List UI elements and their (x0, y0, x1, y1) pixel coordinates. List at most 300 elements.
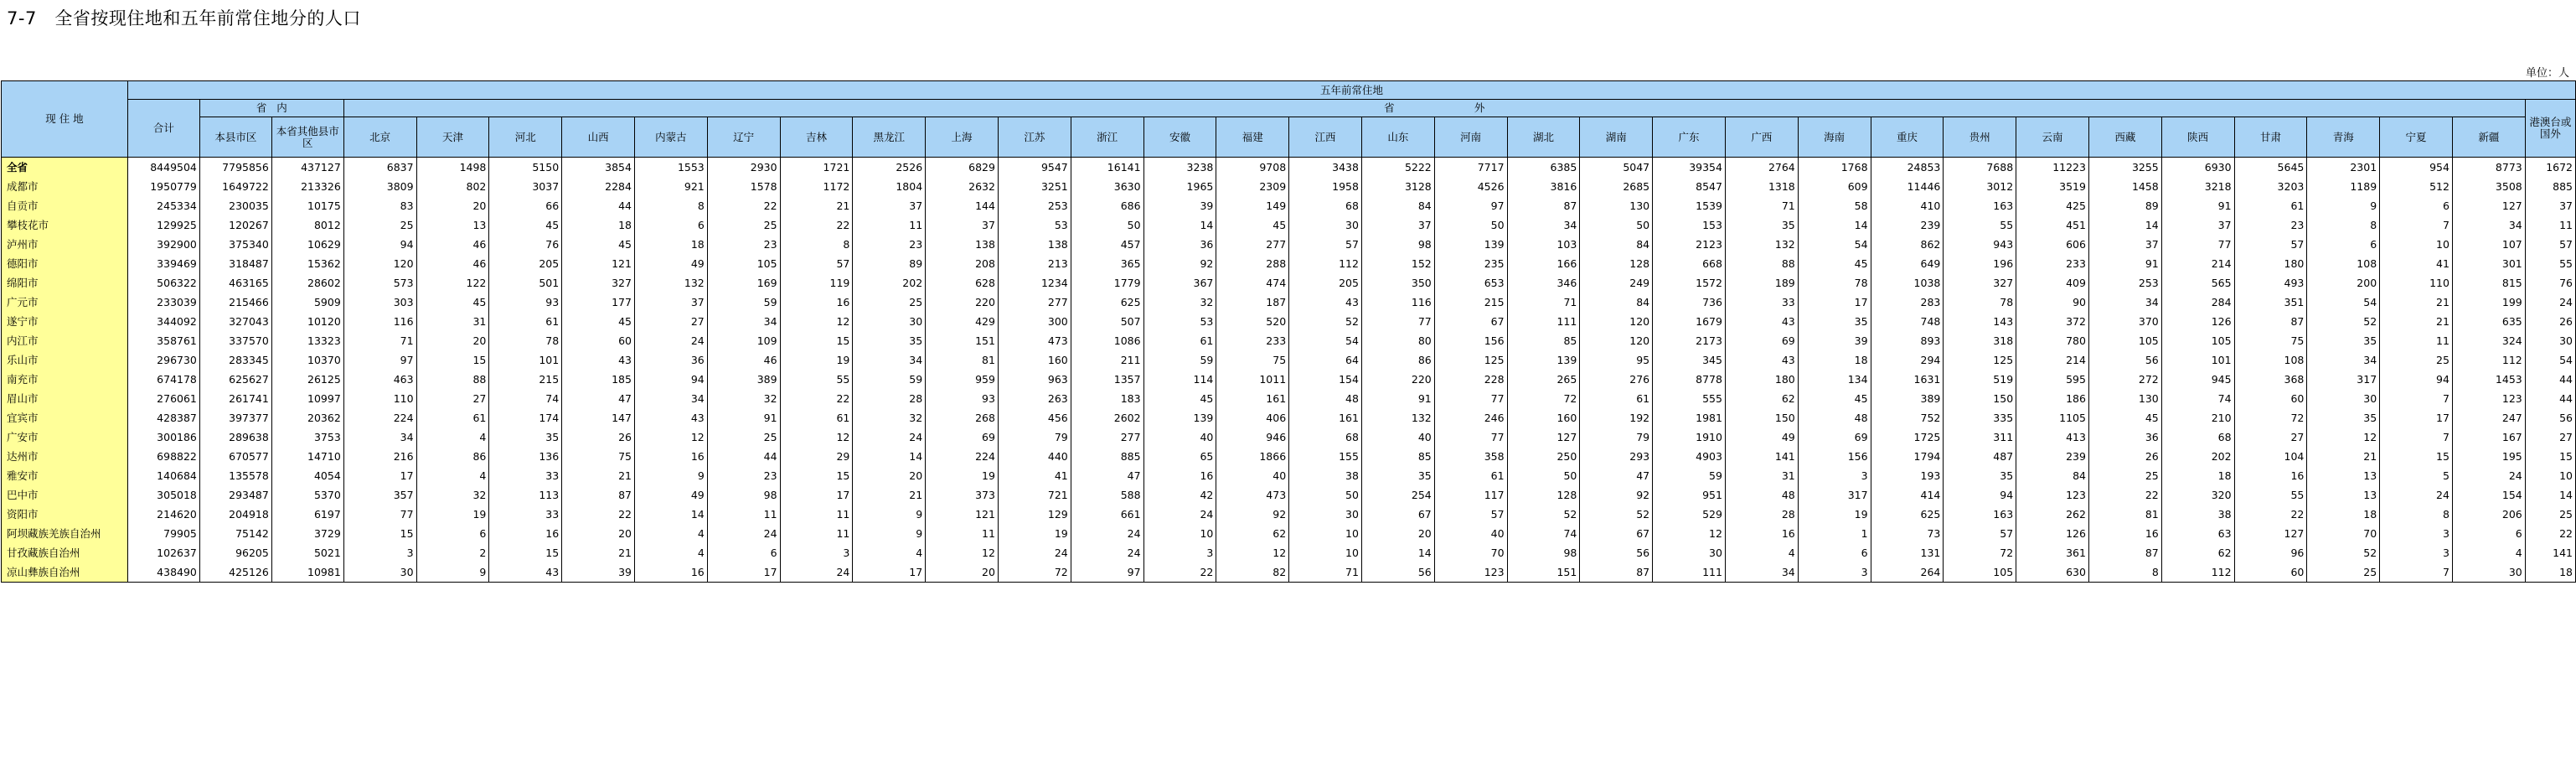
header-residence: 现 住 地 (2, 81, 128, 158)
table-cell: 204918 (199, 505, 271, 524)
table-cell: 17 (707, 562, 780, 583)
table-cell: 317 (2307, 370, 2380, 389)
table-cell: 25 (707, 427, 780, 447)
region-name: 乐山市 (2, 350, 128, 370)
table-cell: 23 (853, 235, 926, 254)
table-cell: 214620 (127, 505, 199, 524)
table-cell: 249 (1580, 273, 1653, 293)
table-cell: 21 (780, 196, 853, 215)
table-cell: 350 (1361, 273, 1434, 293)
table-cell: 84 (1580, 293, 1653, 312)
table-cell: 187 (1216, 293, 1289, 312)
header-province: 山西 (562, 117, 635, 158)
header-other-city: 本省其他县市区 (271, 117, 343, 158)
table-cell: 24 (2380, 485, 2453, 505)
table-cell: 21 (562, 466, 635, 485)
table-cell: 26 (562, 427, 635, 447)
table-cell: 20 (416, 196, 489, 215)
table-cell: 17 (343, 466, 416, 485)
table-cell: 9547 (998, 158, 1071, 178)
table-cell: 15 (780, 466, 853, 485)
table-cell: 7 (2380, 389, 2453, 408)
table-cell: 7688 (1944, 158, 2016, 178)
table-cell: 169 (707, 273, 780, 293)
table-cell: 1981 (1653, 408, 1726, 427)
table-cell: 8778 (1653, 370, 1726, 389)
table-cell: 120267 (199, 215, 271, 235)
table-cell: 7 (2380, 215, 2453, 235)
table-cell: 34 (2307, 350, 2380, 370)
table-cell: 101 (2161, 350, 2234, 370)
table-cell: 15362 (271, 254, 343, 273)
table-cell: 239 (2016, 447, 2089, 466)
table-cell: 698822 (127, 447, 199, 466)
table-cell: 111 (1507, 312, 1580, 331)
table-cell: 69 (1798, 427, 1871, 447)
table-cell: 36 (2088, 427, 2161, 447)
table-cell: 59 (1653, 466, 1726, 485)
table-cell: 15 (2525, 447, 2575, 466)
table-cell: 263 (998, 389, 1071, 408)
table-cell: 885 (1071, 447, 1143, 466)
header-province: 甘肃 (2234, 117, 2307, 158)
table-cell: 166 (1507, 254, 1580, 273)
table-cell: 37 (2525, 196, 2575, 215)
table-cell: 54 (1798, 235, 1871, 254)
table-cell: 1721 (780, 158, 853, 178)
table-cell: 46 (416, 254, 489, 273)
table-cell: 410 (1871, 196, 1944, 215)
region-name: 全省 (2, 158, 128, 178)
table-cell: 21 (2307, 447, 2380, 466)
table-cell: 389 (707, 370, 780, 389)
table-cell: 1768 (1798, 158, 1871, 178)
table-cell: 189 (1725, 273, 1798, 293)
table-cell: 132 (634, 273, 707, 293)
table-cell: 116 (1361, 293, 1434, 312)
table-cell: 3255 (2088, 158, 2161, 178)
table-cell: 59 (707, 293, 780, 312)
table-cell: 23 (707, 235, 780, 254)
table-cell: 487 (1944, 447, 2016, 466)
table-cell: 3 (1798, 466, 1871, 485)
table-cell: 116 (343, 312, 416, 331)
table-cell: 195 (2452, 447, 2525, 466)
table-cell: 361 (2016, 543, 2089, 562)
table-cell: 2930 (707, 158, 780, 178)
table-cell: 32 (1143, 293, 1216, 312)
table-cell: 3438 (1289, 158, 1362, 178)
table-cell: 76 (489, 235, 562, 254)
table-cell: 11 (780, 505, 853, 524)
table-cell: 3 (343, 543, 416, 562)
table-cell: 473 (1216, 485, 1289, 505)
table-cell: 22 (2234, 505, 2307, 524)
table-cell: 32 (416, 485, 489, 505)
table-cell: 1 (1798, 524, 1871, 543)
table-cell: 52 (2307, 312, 2380, 331)
table-cell: 45 (1798, 389, 1871, 408)
table-cell: 3203 (2234, 177, 2307, 196)
table-cell: 3854 (562, 158, 635, 178)
table-cell: 2 (416, 543, 489, 562)
table-cell: 8012 (271, 215, 343, 235)
header-province: 福建 (1216, 117, 1289, 158)
table-cell: 94 (634, 370, 707, 389)
table-cell: 3753 (271, 427, 343, 447)
table-cell: 10 (1143, 524, 1216, 543)
table-cell: 92 (1216, 505, 1289, 524)
table-cell: 8 (2380, 505, 2453, 524)
table-cell: 31 (416, 312, 489, 331)
table-cell: 80 (1361, 331, 1434, 350)
table-cell: 45 (562, 235, 635, 254)
table-cell: 105 (1944, 562, 2016, 583)
table-cell: 253 (2088, 273, 2161, 293)
table-cell: 317 (1798, 485, 1871, 505)
table-cell: 84 (1580, 235, 1653, 254)
table-cell: 34 (853, 350, 926, 370)
table-cell: 45 (1216, 215, 1289, 235)
table-cell: 34 (634, 389, 707, 408)
table-cell: 16141 (1071, 158, 1143, 178)
table-cell: 4526 (1434, 177, 1507, 196)
table-cell: 1105 (2016, 408, 2089, 427)
header-outside-province: 省 外 (343, 100, 2525, 117)
table-cell: 199 (2452, 293, 2525, 312)
table-cell: 96205 (199, 543, 271, 562)
table-cell: 303 (343, 293, 416, 312)
table-cell: 609 (1798, 177, 1871, 196)
table-cell: 18 (2307, 505, 2380, 524)
table-cell: 456 (998, 408, 1071, 427)
table-cell: 21 (853, 485, 926, 505)
table-cell: 6 (707, 543, 780, 562)
table-cell: 7795856 (199, 158, 271, 178)
table-row (2, 524, 2576, 543)
header-province: 湖北 (1507, 117, 1580, 158)
table-cell: 9 (416, 562, 489, 583)
header-province: 云南 (2016, 117, 2089, 158)
table-cell: 25 (343, 215, 416, 235)
table-cell: 50 (1434, 215, 1507, 235)
table-cell: 72 (2234, 408, 2307, 427)
table-cell: 736 (1653, 293, 1726, 312)
table-cell: 79 (1580, 427, 1653, 447)
table-cell: 1172 (780, 177, 853, 196)
table-cell: 112 (2452, 350, 2525, 370)
table-cell: 35 (2307, 408, 2380, 427)
table-cell: 1950779 (127, 177, 199, 196)
table-cell: 81 (926, 350, 999, 370)
table-cell: 61 (1434, 466, 1507, 485)
table-cell: 3 (780, 543, 853, 562)
table-cell: 3238 (1143, 158, 1216, 178)
table-cell: 277 (998, 293, 1071, 312)
table-cell: 429 (926, 312, 999, 331)
table-cell: 87 (1507, 196, 1580, 215)
table-cell: 606 (2016, 235, 2089, 254)
table-cell: 84 (1361, 196, 1434, 215)
table-cell: 14 (634, 505, 707, 524)
table-cell: 180 (2234, 254, 2307, 273)
table-cell: 276 (1580, 370, 1653, 389)
table-cell: 108 (2307, 254, 2380, 273)
table-cell: 95 (1580, 350, 1653, 370)
table-cell: 53 (1143, 312, 1216, 331)
table-cell: 14 (1143, 215, 1216, 235)
table-cell: 69 (1725, 331, 1798, 350)
table-cell: 26 (2088, 447, 2161, 466)
table-cell: 105 (707, 254, 780, 273)
header-province: 重庆 (1871, 117, 1944, 158)
table-cell: 8 (2088, 562, 2161, 583)
table-cell: 474 (1216, 273, 1289, 293)
table-cell: 60 (2234, 562, 2307, 583)
table-cell: 3729 (271, 524, 343, 543)
table-cell: 300 (998, 312, 1071, 331)
table-cell: 9 (853, 524, 926, 543)
table-cell: 39 (1143, 196, 1216, 215)
table-cell: 815 (2452, 273, 2525, 293)
table-cell: 57 (1434, 505, 1507, 524)
region-name: 广安市 (2, 427, 128, 447)
header-province: 吉林 (780, 117, 853, 158)
table-cell: 25 (707, 215, 780, 235)
table-cell: 47 (1071, 466, 1143, 485)
table-cell: 230035 (199, 196, 271, 215)
table-cell: 94 (2380, 370, 2453, 389)
table-cell: 24 (1143, 505, 1216, 524)
table-cell: 11223 (2016, 158, 2089, 178)
table-cell: 46 (416, 235, 489, 254)
table-cell: 89 (853, 254, 926, 273)
table-cell: 45 (562, 312, 635, 331)
table-cell: 6 (2380, 196, 2453, 215)
table-cell: 428387 (127, 408, 199, 427)
table-cell: 121 (562, 254, 635, 273)
region-name: 宜宾市 (2, 408, 128, 427)
table-row (2, 215, 2576, 235)
table-cell: 39354 (1653, 158, 1726, 178)
table-cell: 109 (707, 331, 780, 350)
table-cell: 635 (2452, 312, 2525, 331)
table-cell: 71 (343, 331, 416, 350)
header-province: 河北 (489, 117, 562, 158)
table-cell: 39 (562, 562, 635, 583)
table-cell: 202 (2161, 447, 2234, 466)
table-cell: 205 (1289, 273, 1362, 293)
table-cell: 35 (1725, 215, 1798, 235)
table-cell: 951 (1653, 485, 1726, 505)
table-cell: 129925 (127, 215, 199, 235)
region-name: 眉山市 (2, 389, 128, 408)
table-cell: 1357 (1071, 370, 1143, 389)
table-cell: 501 (489, 273, 562, 293)
table-cell: 70 (2307, 524, 2380, 543)
table-cell: 45 (2088, 408, 2161, 427)
table-cell: 83 (343, 196, 416, 215)
table-cell: 43 (634, 408, 707, 427)
table-cell: 20 (416, 331, 489, 350)
table-cell: 296730 (127, 350, 199, 370)
table-cell: 1011 (1216, 370, 1289, 389)
table-row (2, 350, 2576, 370)
table-cell: 38 (1289, 466, 1362, 485)
table-cell: 10 (1289, 543, 1362, 562)
table-cell: 215466 (199, 293, 271, 312)
table-cell: 283 (1871, 293, 1944, 312)
table-cell: 45 (1798, 254, 1871, 273)
table-cell: 44 (707, 447, 780, 466)
table-cell: 150 (1725, 408, 1798, 427)
table-cell: 254 (1361, 485, 1434, 505)
table-cell: 4903 (1653, 447, 1726, 466)
table-cell: 344092 (127, 312, 199, 331)
table-cell: 4 (1725, 543, 1798, 562)
table-cell: 127 (1507, 427, 1580, 447)
table-cell: 52 (1580, 505, 1653, 524)
header-province: 江苏 (998, 117, 1071, 158)
table-cell: 346 (1507, 273, 1580, 293)
table-cell: 289638 (199, 427, 271, 447)
table-cell: 367 (1143, 273, 1216, 293)
table-row (2, 312, 2576, 331)
header-province: 新疆 (2452, 117, 2525, 158)
table-cell: 24 (707, 524, 780, 543)
table-cell: 214 (2161, 254, 2234, 273)
table-cell: 71 (1725, 196, 1798, 215)
table-cell: 2284 (562, 177, 635, 196)
table-cell: 56 (1580, 543, 1653, 562)
table-cell: 186 (2016, 389, 2089, 408)
table-cell: 53 (998, 215, 1071, 235)
table-cell: 30 (1289, 505, 1362, 524)
table-cell: 24 (780, 562, 853, 583)
table-cell: 392900 (127, 235, 199, 254)
table-cell: 127 (2234, 524, 2307, 543)
table-cell: 114 (1143, 370, 1216, 389)
table-cell: 151 (926, 331, 999, 350)
region-name: 达州市 (2, 447, 128, 466)
table-cell: 64 (1289, 350, 1362, 370)
table-cell: 88 (416, 370, 489, 389)
table-cell: 3809 (343, 177, 416, 196)
table-cell: 4 (634, 524, 707, 543)
table-cell: 301 (2452, 254, 2525, 273)
table-cell: 30 (2525, 331, 2575, 350)
table-cell: 34 (2088, 293, 2161, 312)
table-cell: 105 (2088, 331, 2161, 350)
table-cell: 3 (1798, 562, 1871, 583)
header-in-province: 省 内 (199, 100, 343, 117)
table-cell: 10981 (271, 562, 343, 583)
table-cell: 674178 (127, 370, 199, 389)
table-cell: 1866 (1216, 447, 1289, 466)
table-body (2, 158, 2576, 583)
table-cell: 2526 (853, 158, 926, 178)
table-cell: 153 (1653, 215, 1726, 235)
table-cell: 2602 (1071, 408, 1143, 427)
table-row (2, 447, 2576, 466)
table-cell: 28 (853, 389, 926, 408)
table-cell: 13 (2307, 466, 2380, 485)
header-province: 陕西 (2161, 117, 2234, 158)
table-cell: 215 (1434, 293, 1507, 312)
table-cell: 473 (998, 331, 1071, 350)
table-cell: 22 (707, 196, 780, 215)
table-cell: 625 (1071, 293, 1143, 312)
table-cell: 123 (2452, 389, 2525, 408)
table-cell: 134 (1798, 370, 1871, 389)
table-cell: 37 (2161, 215, 2234, 235)
table-cell: 113 (489, 485, 562, 505)
table-cell: 425 (2016, 196, 2089, 215)
header-province: 西藏 (2088, 117, 2161, 158)
table-cell: 625 (1871, 505, 1944, 524)
table-cell: 72 (998, 562, 1071, 583)
table-cell: 126 (2161, 312, 2234, 331)
table-cell: 277 (1216, 235, 1289, 254)
table-cell: 91 (1361, 389, 1434, 408)
table-cell: 17 (2380, 408, 2453, 427)
table-cell: 4 (634, 543, 707, 562)
table-row (2, 466, 2576, 485)
table-cell: 110 (2380, 273, 2453, 293)
table-cell: 15 (2380, 447, 2453, 466)
table-cell: 305018 (127, 485, 199, 505)
header-province: 山东 (1361, 117, 1434, 158)
table-cell: 233 (2016, 254, 2089, 273)
table-cell: 122 (416, 273, 489, 293)
table-cell: 55 (2525, 254, 2575, 273)
table-cell: 89 (2088, 196, 2161, 215)
table-cell: 21 (2380, 293, 2453, 312)
table-cell: 245334 (127, 196, 199, 215)
table-cell: 954 (2380, 158, 2453, 178)
table-cell: 3037 (489, 177, 562, 196)
table-cell: 52 (1507, 505, 1580, 524)
table-cell: 129 (998, 505, 1071, 524)
table-cell: 62 (1725, 389, 1798, 408)
table-cell: 112 (2161, 562, 2234, 583)
table-cell: 628 (926, 273, 999, 293)
header-local-city: 本县市区 (199, 117, 271, 158)
table-cell: 224 (343, 408, 416, 427)
table-cell: 945 (2161, 370, 2234, 389)
table-cell: 11 (707, 505, 780, 524)
table-cell: 105 (2161, 331, 2234, 350)
table-cell: 357 (343, 485, 416, 505)
table-cell: 27 (416, 389, 489, 408)
table-cell: 24 (853, 427, 926, 447)
table-row (2, 254, 2576, 273)
table-cell: 5370 (271, 485, 343, 505)
table-cell: 110 (343, 389, 416, 408)
table-cell: 921 (634, 177, 707, 196)
table-cell: 140684 (127, 466, 199, 485)
region-name: 雅安市 (2, 466, 128, 485)
table-cell: 2632 (926, 177, 999, 196)
table-cell: 138 (998, 235, 1071, 254)
table-cell: 3508 (2452, 177, 2525, 196)
table-cell: 224 (926, 447, 999, 466)
table-cell: 339469 (127, 254, 199, 273)
table-cell: 75 (562, 447, 635, 466)
table-cell: 12 (634, 427, 707, 447)
table-cell: 23 (707, 466, 780, 485)
table-cell: 6 (416, 524, 489, 543)
